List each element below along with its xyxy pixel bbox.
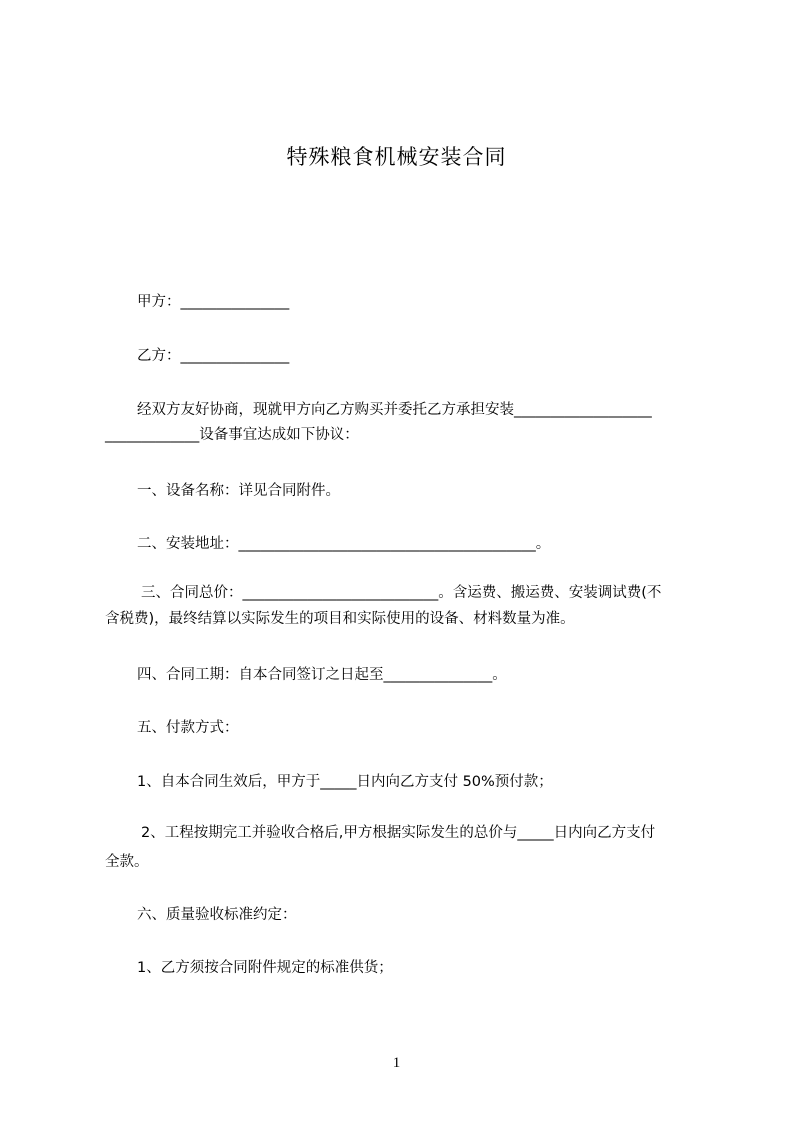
party-b-line: 乙方：_______________ [137, 348, 290, 364]
party-a-line: 甲方：_______________ [137, 294, 290, 310]
clause-3-line-1: 三、合同总价：___________________________。含运费、搬运费、安装调试费(不 [141, 585, 662, 601]
clause-6-item-1: 1、乙方须按合同附件规定的标准供货； [137, 960, 393, 976]
clause-5-item-2-line-2: 全款。 [105, 854, 149, 870]
document-title: 特殊粮食机械安装合同 [286, 145, 507, 169]
clause-6-heading: 六、质量验收标准约定： [137, 907, 297, 923]
clause-1: 一、设备名称：详见合同附件。 [137, 483, 340, 499]
clause-4: 四、合同工期：自本合同签订之日起至_______________。 [137, 667, 507, 683]
clause-5-heading: 五、付款方式： [137, 720, 239, 736]
intro-line-1: 经双方友好协商，现就甲方向乙方购买并委托乙方承担安装___________________ [137, 402, 652, 418]
clause-5-item-2-line-1: 2、工程按期完工并验收合格后,甲方根据实际发生的总价与_____日内向乙方支付 [141, 825, 656, 841]
intro-line-2: _____________设备事宜达成如下协议： [105, 427, 359, 443]
clause-2: 二、安装地址：_________________________________________。 [137, 536, 551, 552]
clause-3-line-2: 含税费)，最终结算以实际发生的项目和实际使用的设备、材料数量为准。 [105, 611, 575, 627]
clause-5-item-1: 1、自本合同生效后，甲方于_____日内向乙方支付 50%预付款； [137, 774, 553, 790]
page-number: 1 [392, 1055, 401, 1071]
